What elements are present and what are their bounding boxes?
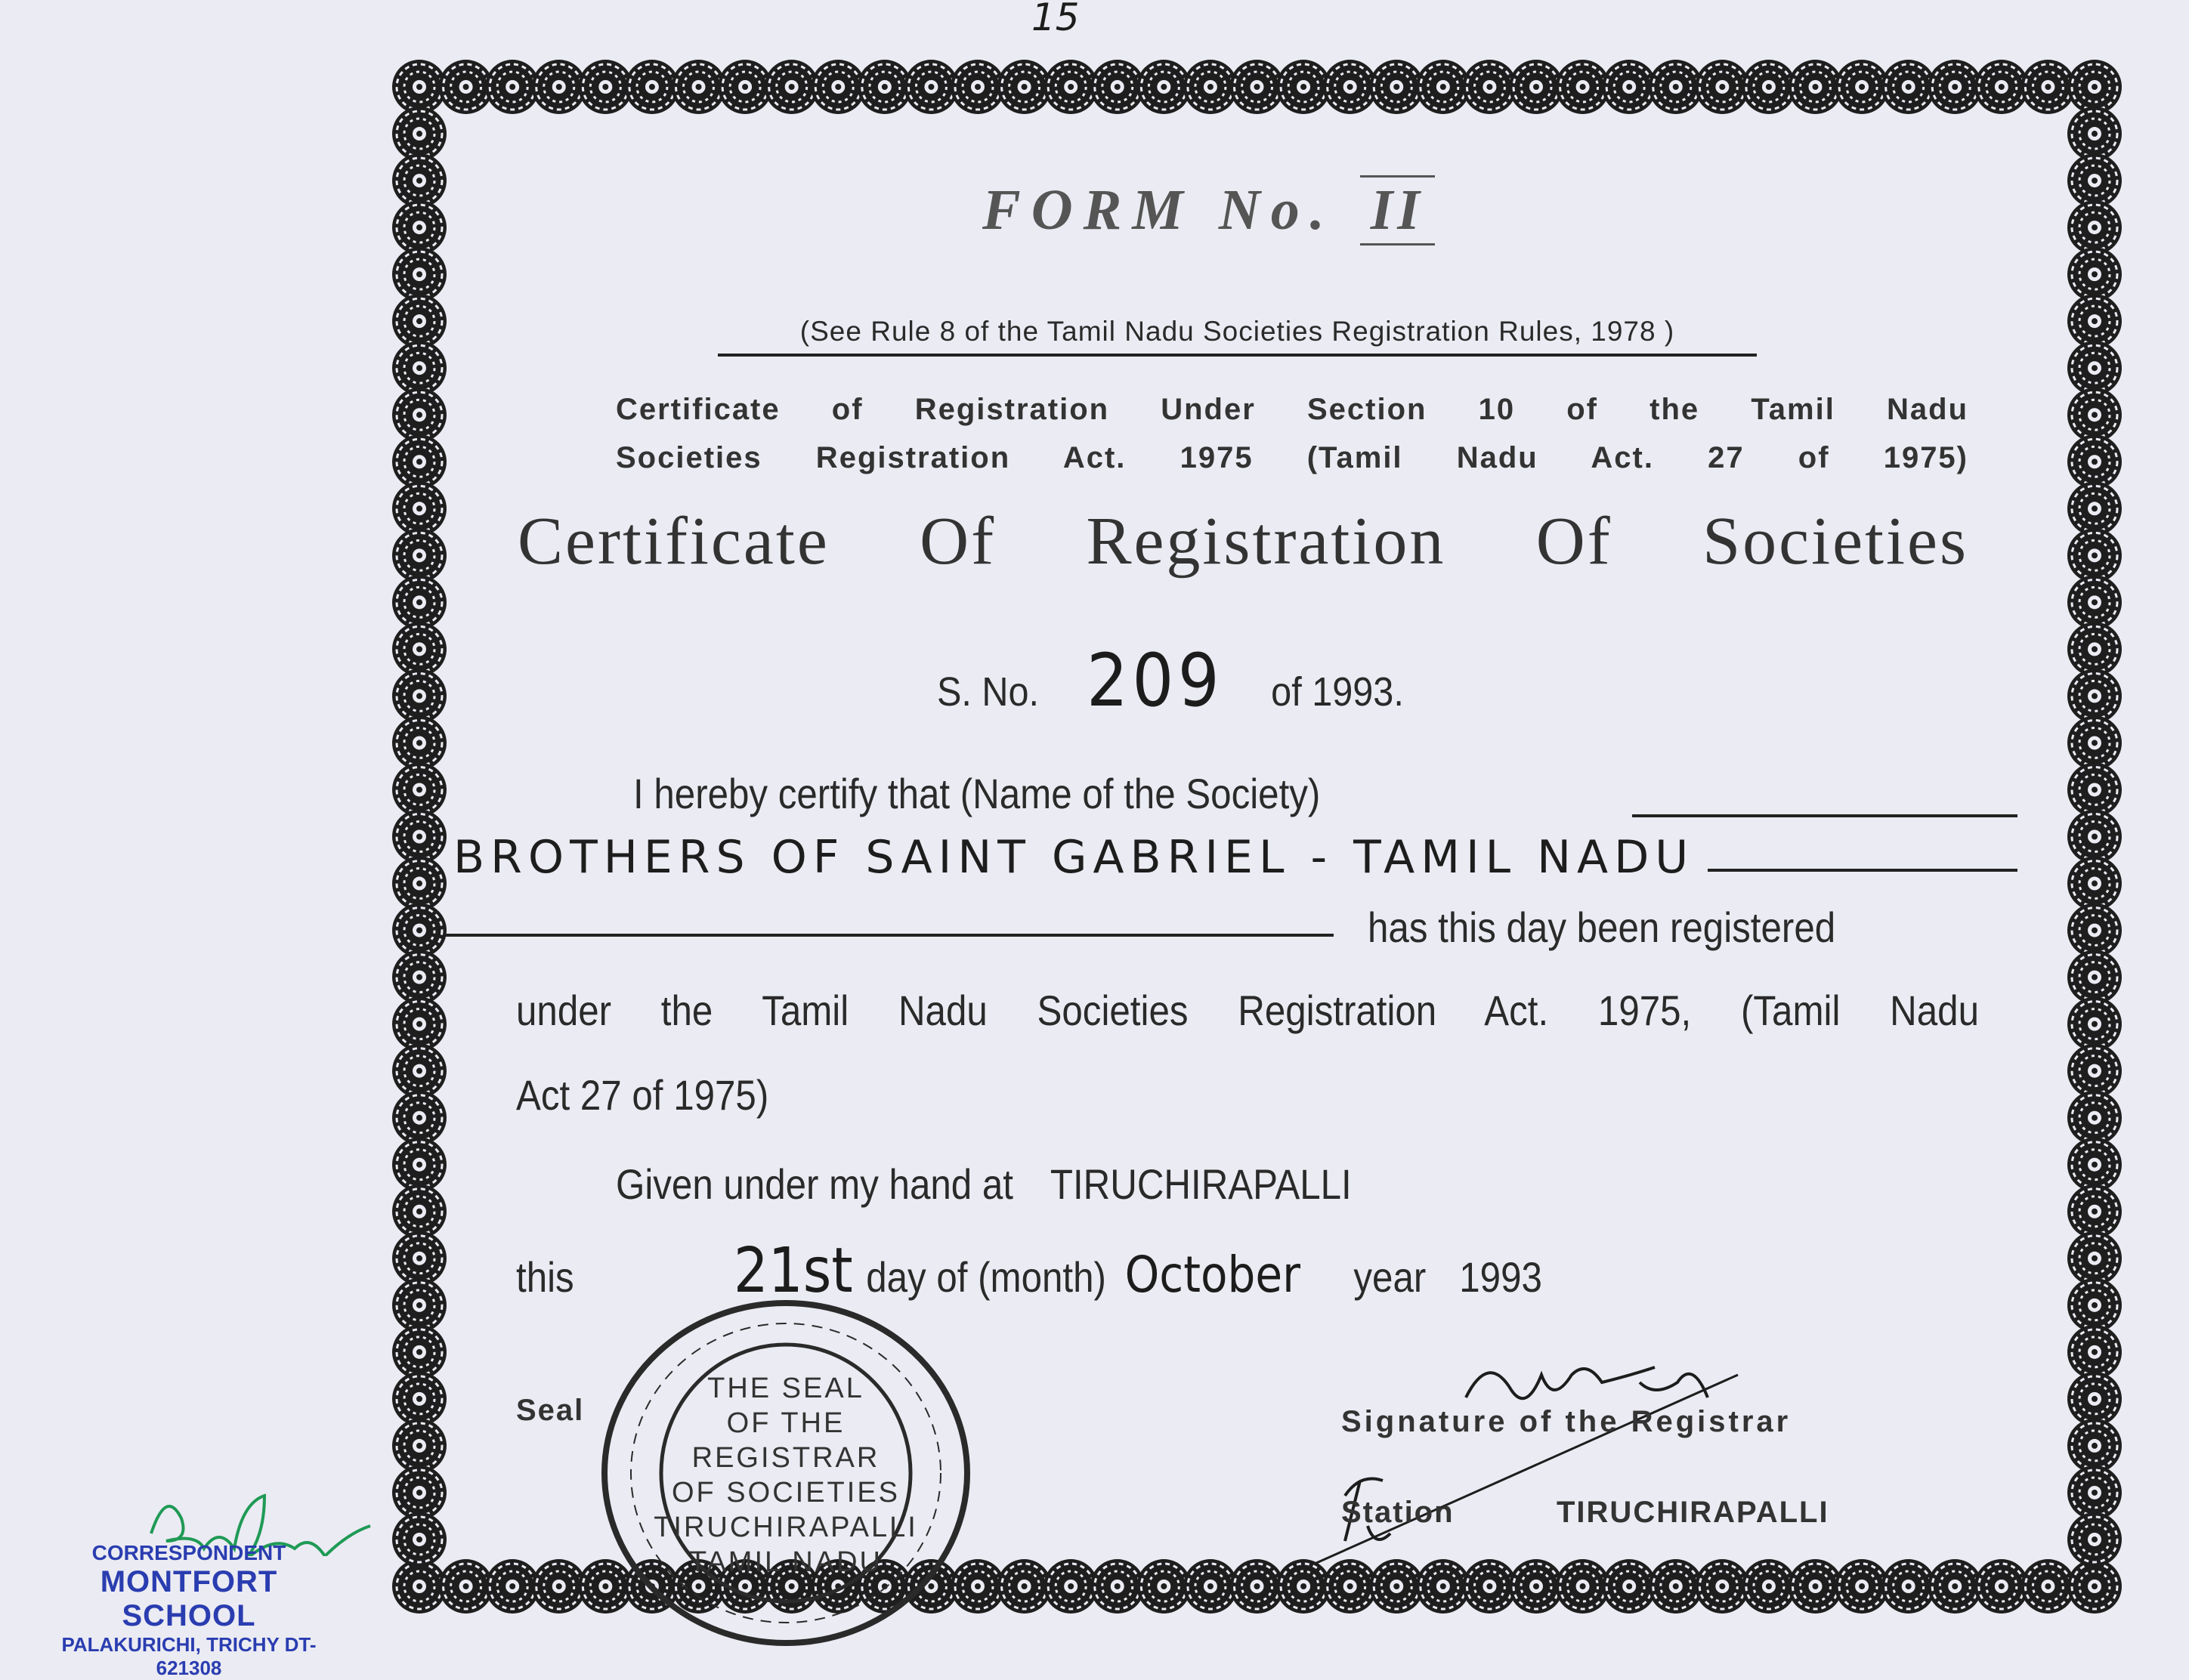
- border-flower: [2067, 1559, 2122, 1614]
- border-flower: [811, 60, 865, 114]
- border-flower: [1928, 1559, 1982, 1614]
- border-flower: [392, 1325, 447, 1379]
- border-flower: [2067, 200, 2122, 255]
- border-flower: [2067, 341, 2122, 395]
- station-label: Station: [1341, 1496, 1455, 1529]
- seal-text-line: REGISTRAR: [691, 1442, 880, 1474]
- border-flower: [1974, 60, 2029, 114]
- station-value: TIRUCHIRAPALLI: [1557, 1496, 1829, 1529]
- border-flower: [392, 1091, 447, 1145]
- border-flower: [392, 997, 447, 1052]
- border-flower: [1881, 1559, 1936, 1614]
- form-title: [982, 175, 1435, 246]
- border-flower: [997, 1559, 1052, 1614]
- border-flower: [392, 762, 447, 817]
- border-flower: [1416, 60, 1470, 114]
- border-flower: [2067, 622, 2122, 676]
- seal-text: [654, 1371, 918, 1580]
- date-day: 21st: [733, 1235, 853, 1307]
- border-flower: [392, 622, 447, 676]
- date-year-label: year: [1353, 1253, 1427, 1301]
- border-flower: [392, 857, 447, 911]
- given-label: Given under my hand at: [616, 1160, 1013, 1208]
- border-flower: [1043, 1559, 1098, 1614]
- border-flower: [1789, 60, 1843, 114]
- border-flower: [2067, 762, 2122, 817]
- border-flower: [392, 107, 447, 161]
- border-flower: [2067, 434, 2122, 489]
- registrar-signature: [1285, 1314, 1889, 1617]
- border-flower: [2067, 481, 2122, 536]
- border-flower: [485, 1559, 540, 1614]
- border-flower: [392, 341, 447, 395]
- border-flower: [578, 60, 632, 114]
- border-flower: [439, 1559, 493, 1614]
- stamp-line-3: PALAKURICHI, TRICHY DT-621308: [61, 1633, 317, 1679]
- border-flower: [392, 434, 447, 489]
- border-flower: [1090, 60, 1145, 114]
- border-flower: [392, 1138, 447, 1192]
- border-flower: [392, 528, 447, 582]
- correspondent-stamp: [30, 1541, 348, 1680]
- border-flower: [1136, 1559, 1191, 1614]
- border-flower: [2067, 1184, 2122, 1239]
- border-flower: [392, 1231, 447, 1286]
- seal-label: Seal: [516, 1394, 585, 1427]
- border-flower: [1230, 1559, 1285, 1614]
- border-flower: [392, 388, 447, 442]
- border-flower: [2020, 60, 2075, 114]
- border-flower: [1556, 60, 1610, 114]
- border-flower: [951, 60, 1005, 114]
- border-flower: [718, 60, 772, 114]
- border-flower: [392, 247, 447, 301]
- form-title-label: FORM No.: [982, 178, 1335, 242]
- border-flower: [392, 294, 447, 348]
- society-name: BROTHERS OF SAINT GABRIEL - TAMIL NADU: [453, 831, 1695, 884]
- border-flower: [2020, 1559, 2075, 1614]
- border-flower: [2067, 247, 2122, 301]
- border-flower: [392, 1278, 447, 1333]
- border-flower: [2067, 528, 2122, 582]
- border-flower: [392, 810, 447, 864]
- border-flower: [1276, 60, 1331, 114]
- border-flower: [2067, 294, 2122, 348]
- border-flower: [1043, 60, 1098, 114]
- border-flower: [672, 60, 726, 114]
- border-flower: [2067, 1419, 2122, 1473]
- border-flower: [392, 575, 447, 629]
- border-flower: [392, 1044, 447, 1098]
- border-flower: [1695, 60, 1749, 114]
- border-flower: [1928, 60, 1982, 114]
- sub-heading-line-1: Certificate of Registration Under Section 10 of the Tamil Nadu: [616, 393, 1968, 426]
- signature-label: Signature of the Registrar: [1341, 1405, 1792, 1438]
- border-flower: [2067, 575, 2122, 629]
- border-flower: [2067, 1512, 2122, 1567]
- border-flower: [2067, 950, 2122, 1005]
- stamp-line-2: MONTFORT SCHOOL: [100, 1565, 278, 1632]
- serial-year: of 1993.: [1271, 669, 1404, 715]
- border-flower: [997, 60, 1052, 114]
- border-flower: [2067, 1278, 2122, 1333]
- border-flower: [1323, 60, 1377, 114]
- border-flower: [485, 60, 540, 114]
- border-flower: [2067, 1465, 2122, 1520]
- border-flower: [392, 153, 447, 208]
- seal-text-line: THE SEAL: [707, 1373, 864, 1404]
- border-flower: [532, 1559, 586, 1614]
- border-flower: [1183, 1559, 1238, 1614]
- border-flower: [1230, 60, 1285, 114]
- certify-text: I hereby certify that (Name of the Society): [633, 770, 1321, 817]
- society-name-line-1: [1632, 814, 2017, 817]
- border-flower: [2067, 997, 2122, 1052]
- border-flower: [2067, 903, 2122, 958]
- border-flower: [2067, 107, 2122, 161]
- border-flower: [1881, 60, 1936, 114]
- border-flower: [392, 669, 447, 723]
- border-flower: [765, 60, 819, 114]
- border-flower: [1742, 60, 1796, 114]
- border-flower: [392, 1559, 447, 1614]
- border-flower: [392, 481, 447, 536]
- border-flower: [2067, 715, 2122, 770]
- border-flower: [1509, 60, 1563, 114]
- border-flower: [2067, 810, 2122, 864]
- date-year: 1993: [1459, 1253, 1542, 1301]
- border-flower: [1649, 60, 1703, 114]
- border-flower: [1090, 1559, 1145, 1614]
- border-flower: [2067, 1372, 2122, 1426]
- border-flower: [392, 903, 447, 958]
- border-flower: [2067, 388, 2122, 442]
- border-flower: [1974, 1559, 2029, 1614]
- rule-note: (See Rule 8 of the Tamil Nadu Societies Registration Rules, 1978 ): [718, 316, 1757, 357]
- border-flower: [1835, 60, 1889, 114]
- serial-number-row: [937, 638, 1404, 723]
- serial-number-value: 209: [1087, 638, 1224, 723]
- given-place: TIRUCHIRAPALLI: [1050, 1160, 1352, 1208]
- border-flower: [532, 60, 586, 114]
- border-flower: [1136, 60, 1191, 114]
- stamp-line-1: CORRESPONDENT: [91, 1541, 286, 1564]
- border-flower: [392, 715, 447, 770]
- border-flower: [392, 200, 447, 255]
- main-heading: Certificate Of Registration Of Societies: [518, 504, 1968, 579]
- border-flower: [392, 1372, 447, 1426]
- society-name-line-3: [446, 934, 1334, 937]
- act-line-2: Act 27 of 1975): [516, 1071, 769, 1119]
- border-flower: [2067, 1138, 2122, 1192]
- border-flower: [392, 950, 447, 1005]
- serial-label: S. No.: [937, 669, 1040, 715]
- border-flower: [1369, 60, 1424, 114]
- border-flower: [2067, 153, 2122, 208]
- border-flower: [2067, 1044, 2122, 1098]
- border-flower: [392, 1184, 447, 1239]
- society-name-line-2: [1708, 869, 2017, 872]
- border-flower: [858, 60, 912, 114]
- seal-text-line: OF SOCIETIES: [671, 1477, 901, 1509]
- sub-heading-line-2: Societies Registration Act. 1975 (Tamil Nadu Act. 27 of 1975): [616, 441, 1968, 474]
- border-flower: [2067, 1231, 2122, 1286]
- form-number: II: [1360, 175, 1435, 246]
- border-flower: [1602, 60, 1656, 114]
- date-this: this: [516, 1253, 574, 1301]
- border-flower: [392, 60, 447, 114]
- border-flower: [904, 60, 958, 114]
- border-flower: [2067, 1325, 2122, 1379]
- sub-heading: [616, 385, 1968, 482]
- border-flower: [625, 60, 679, 114]
- date-month: October: [1124, 1246, 1301, 1304]
- border-flower: [439, 60, 493, 114]
- border-flower: [1183, 60, 1238, 114]
- border-flower: [2067, 669, 2122, 723]
- border-flower: [2067, 60, 2122, 114]
- border-flower: [2067, 857, 2122, 911]
- border-flower: [2067, 1091, 2122, 1145]
- seal-text-line: TIRUCHIRAPALLI: [654, 1512, 918, 1543]
- date-day-label: day of (month): [866, 1253, 1106, 1301]
- seal-text-line: OF THE: [726, 1407, 846, 1439]
- given-text: [616, 1160, 1352, 1209]
- page-number: 15: [1031, 0, 1080, 39]
- act-line-1: under the Tamil Nadu Societies Registration Act. 1975, (Tamil Nadu: [516, 987, 1979, 1034]
- border-flower: [1462, 60, 1517, 114]
- registered-text: has this day been registered: [1368, 903, 1836, 951]
- seal-text-line: TAMIL NADU: [689, 1546, 883, 1578]
